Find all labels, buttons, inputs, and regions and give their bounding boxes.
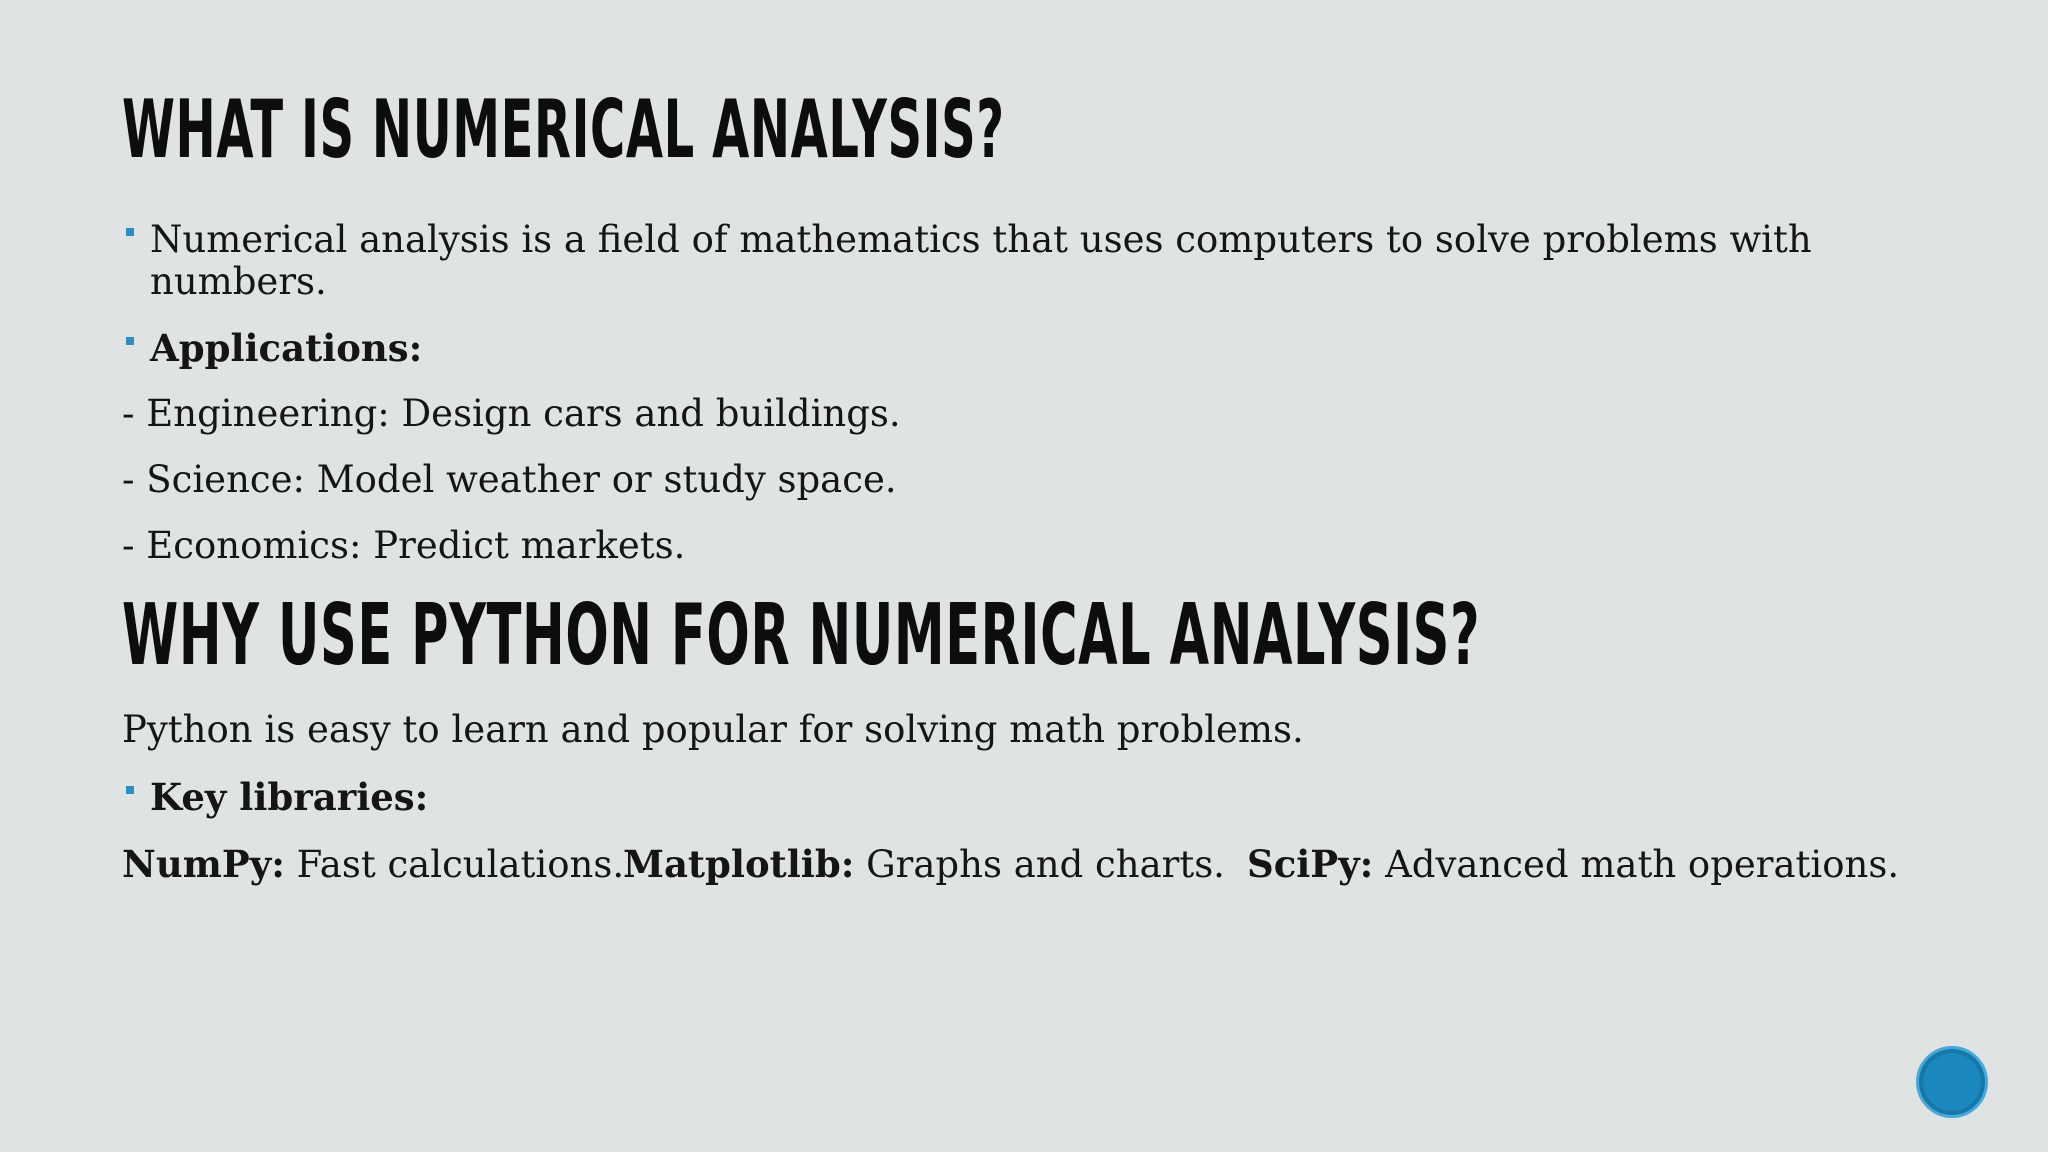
library-name: Matplotlib: <box>623 842 855 886</box>
library-scipy <box>1247 843 1899 886</box>
circle-nav-icon[interactable] <box>1916 1046 1988 1118</box>
library-name: SciPy: <box>1247 842 1374 886</box>
applications-label: Applications: <box>150 326 423 370</box>
square-bullet-icon <box>126 228 134 236</box>
application-item-engineering: - Engineering: Design cars and buildings. <box>122 392 901 435</box>
application-item-economics: - Economics: Predict markets. <box>122 524 686 567</box>
definition-line-1: Numerical analysis is a field of mathematics that uses computers to solve problems with <box>150 218 1812 261</box>
library-numpy <box>122 843 624 886</box>
library-desc: Advanced math operations. <box>1385 843 1900 886</box>
library-matplotlib <box>623 843 1225 886</box>
heading-why-python: WHY USE PYTHON FOR NUMERICAL ANALYSIS? <box>122 586 1481 685</box>
library-desc: Graphs and charts. <box>866 843 1225 886</box>
library-name: NumPy: <box>122 842 285 886</box>
libraries-row <box>122 843 1922 886</box>
square-bullet-icon <box>126 786 134 794</box>
key-libraries-label: Key libraries: <box>150 775 429 819</box>
heading-numerical-analysis: WHAT IS NUMERICAL ANALYSIS? <box>122 83 1005 176</box>
python-intro: Python is easy to learn and popular for solving math problems. <box>122 708 1304 751</box>
definition-line-2: numbers. <box>150 260 327 303</box>
square-bullet-icon <box>126 337 134 345</box>
library-desc: Fast calculations. <box>296 843 625 886</box>
application-item-science: - Science: Model weather or study space. <box>122 458 897 501</box>
